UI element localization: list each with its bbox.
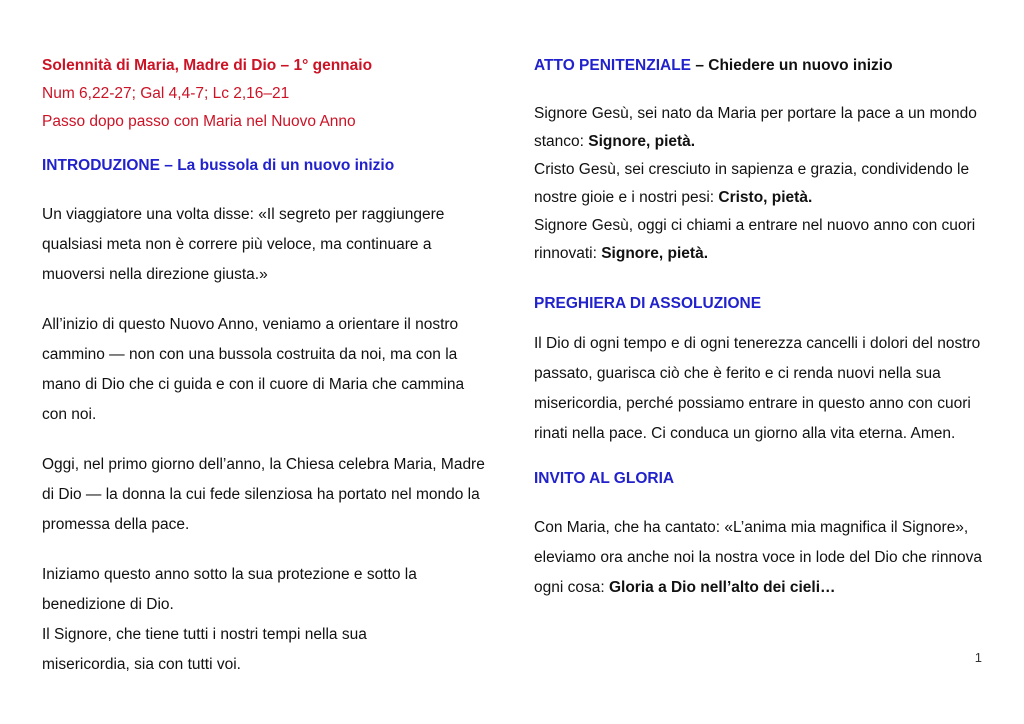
- penitential-invocation-3: [534, 212, 990, 268]
- introduzione-paragraph-2: All’inizio di questo Nuovo Anno, veniamo a orientare il nostro cammino — non con una bussola costruita da noi, ma con la mano di Dio che ci guida e con il cuore di Maria che cammina con noi.: [42, 316, 465, 423]
- assoluzione-paragraph: Il Dio di ogni tempo e di ogni tenerezza cancelli i dolori del nostro passato, guarisca ciò che è ferito e ci renda nuovi nella sua misericordia, perché possiamo entrare in questo anno con cuori rinati nella pace. Ci conduca un giorno alla vita eterna. Amen.: [534, 335, 981, 442]
- heading-introduzione: [42, 152, 486, 180]
- spacer: [534, 449, 990, 465]
- penitential-invocation-2: [534, 156, 990, 212]
- heading-introduzione-keyword: INTRODUZIONE: [42, 157, 160, 174]
- heading-preghiera-di-assoluzione: [534, 290, 990, 318]
- spacer: [42, 430, 486, 450]
- two-column-layout: [0, 52, 1024, 680]
- invito-al-gloria-paragraph: [534, 513, 990, 603]
- spacer: [42, 290, 486, 310]
- invito-al-gloria-response: Gloria a Dio nell’alto dei cieli…: [608, 579, 836, 596]
- introduzione-paragraph-3: Oggi, nel primo giorno dell’anno, la Chiesa celebra Maria, Madre di Dio — la donna la cui fede silenziosa ha portato nel mondo la promessa della pace.: [42, 456, 485, 533]
- right-column: [512, 52, 1024, 603]
- penitential-invocation-1: [534, 100, 990, 156]
- introduzione-paragraph-1: Un viaggiatore una volta disse: «Il segreto per raggiungere qualsiasi meta non è correre più veloce, ma continuare a muoversi nella direzione giusta.»: [42, 206, 445, 283]
- heading-preghiera-di-assoluzione-keyword: PREGHIERA DI ASSOLUZIONE: [534, 295, 762, 312]
- heading-atto-penitenziale-rest: – Chiedere un nuovo inizio: [691, 57, 893, 74]
- page-number: 1: [974, 650, 982, 665]
- penitential-invocation-2-text: Cristo Gesù, sei cresciuto in sapienza e grazia, condividendo le nostre gioie e i nostri pesi:: [534, 161, 970, 206]
- heading-introduzione-rest: – La bussola di un nuovo inizio: [159, 157, 395, 174]
- document-tagline: Passo dopo passo con Maria nel Nuovo Anno: [42, 113, 356, 130]
- introduzione-paragraph-4: [42, 560, 486, 680]
- spacer: [534, 318, 990, 329]
- penitential-invocation-3-text: Signore Gesù, oggi ci chiami a entrare nel nuovo anno con cuori rinnovati:: [534, 217, 976, 262]
- penitential-invocation-3-response: Signore, pietà.: [601, 245, 709, 262]
- scripture-readings: Num 6,22-27; Gal 4,4-7; Lc 2,16–21: [42, 85, 290, 102]
- spacer: [534, 268, 990, 290]
- heading-invito-al-gloria-keyword: INVITO AL GLORIA: [534, 470, 675, 487]
- left-column: [0, 52, 512, 680]
- document-title: Solennità di Maria, Madre di Dio – 1° gennaio: [42, 57, 373, 74]
- introduzione-paragraph-4-line-2: benedizione di Dio.: [42, 596, 174, 613]
- heading-invito-al-gloria: [534, 465, 990, 493]
- spacer: [42, 136, 486, 152]
- penitential-invocation-2-response: Cristo, pietà.: [718, 189, 813, 206]
- introduzione-paragraph-4-line-3: Il Signore, che tiene tutti i nostri tempi nella sua: [42, 626, 367, 643]
- penitential-invocation-1-text: Signore Gesù, sei nato da Maria per portare la pace a un mondo stanco:: [534, 105, 977, 150]
- spacer: [42, 180, 486, 200]
- introduzione-paragraph-4-line-1: Iniziamo questo anno sotto la sua protezione e sotto la: [42, 566, 417, 583]
- spacer: [534, 493, 990, 513]
- spacer: [534, 80, 990, 100]
- introduzione-paragraph-4-line-4: misericordia, sia con tutti voi.: [42, 656, 241, 673]
- spacer: [42, 540, 486, 560]
- penitential-invocation-1-response: Signore, pietà.: [588, 133, 696, 150]
- heading-atto-penitenziale-keyword: ATTO PENITENZIALE: [534, 57, 692, 74]
- invito-al-gloria-paragraph-text: Con Maria, che ha cantato: «L’anima mia magnifica il Signore», eleviamo ora anche noi la nostra voce in lode del Dio che rinnova ogni cosa:: [534, 519, 983, 596]
- heading-atto-penitenziale: [534, 52, 990, 80]
